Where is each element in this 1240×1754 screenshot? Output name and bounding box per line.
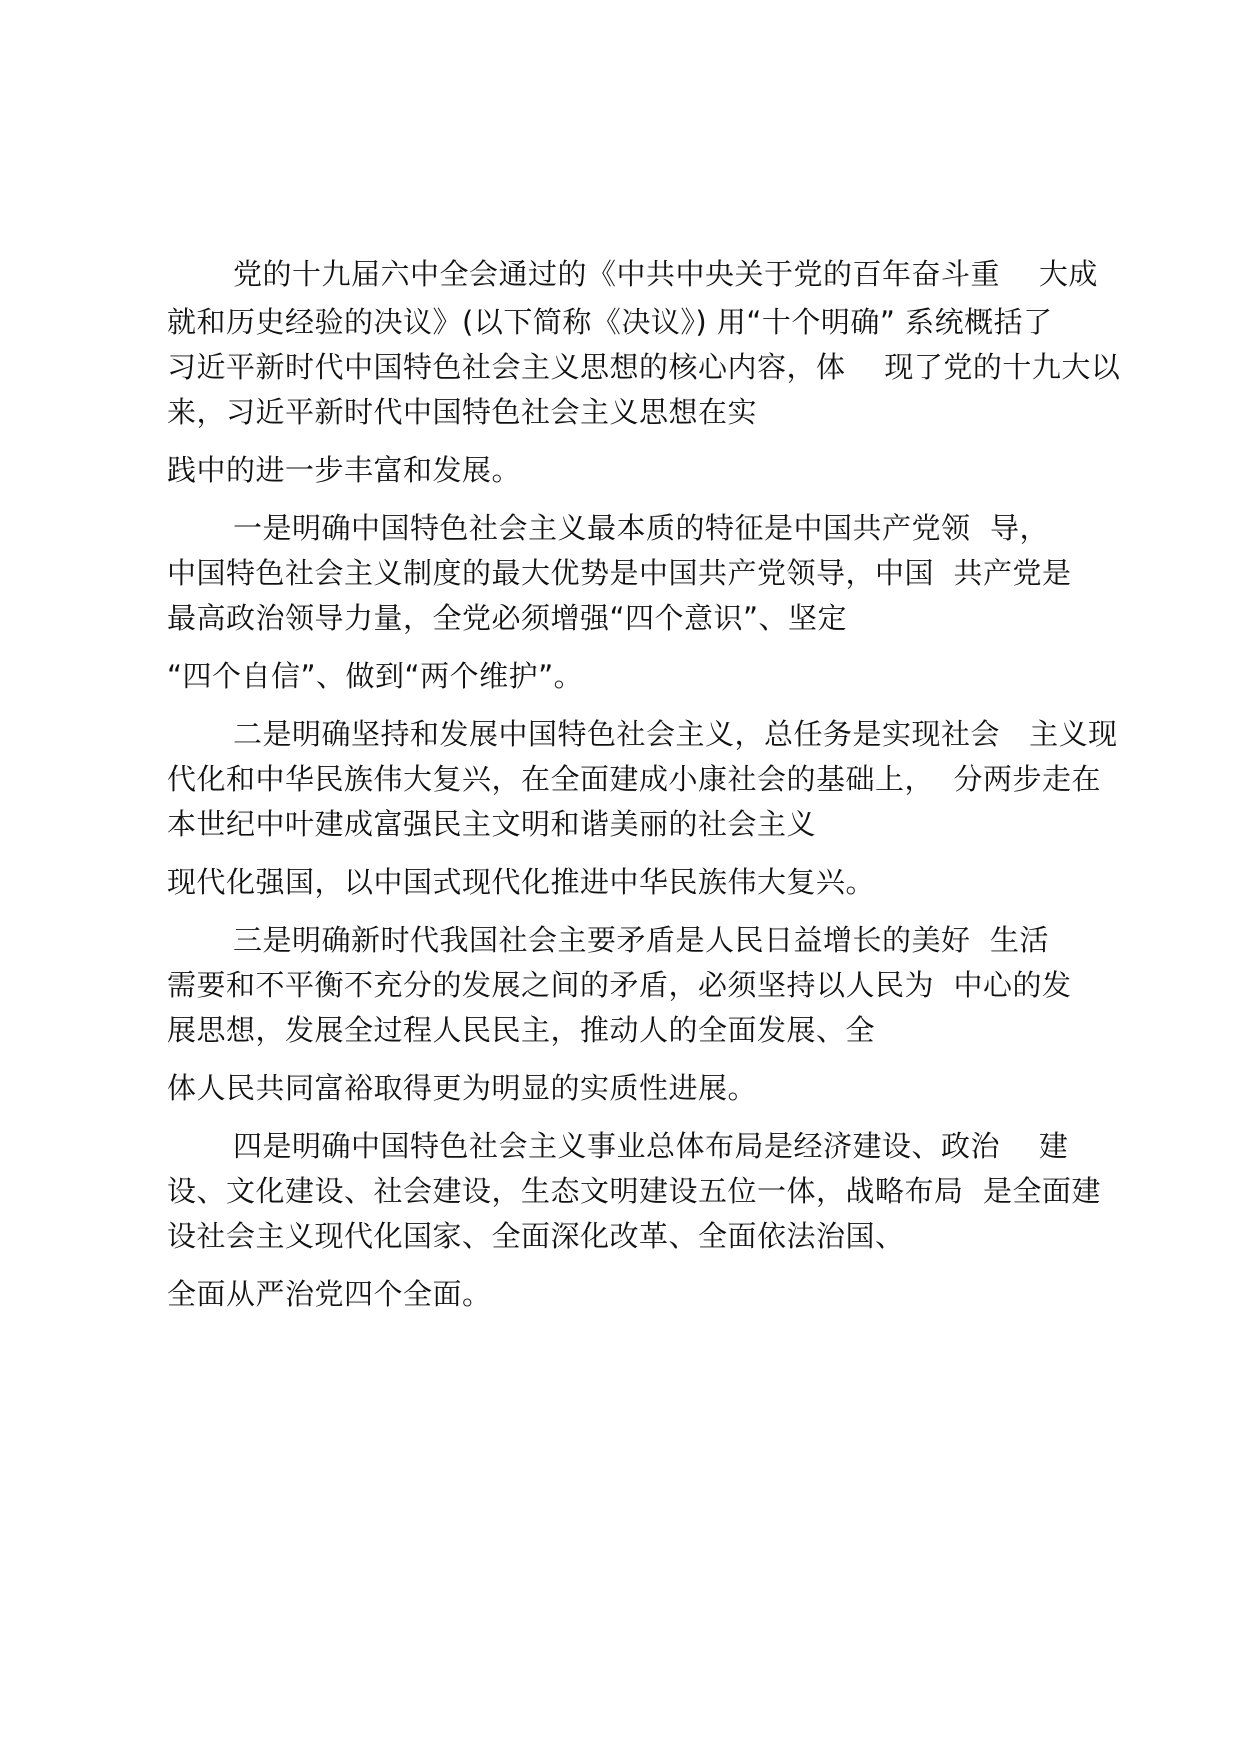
- paragraph-line: 党的十九届六中全会通过的《中共中央关于党的百年奋斗重 大成: [233, 257, 1098, 291]
- paragraph-line: 展思想，发展全过程人民民主，推动人的全面发展、全: [167, 1013, 876, 1047]
- paragraph-line: 本世纪中叶建成富强民主文明和谐美丽的社会主义: [167, 807, 817, 841]
- paragraph-line: 四是明确中国特色社会主义事业总体布局是经济建设、政治 建: [233, 1129, 1069, 1163]
- paragraph-line: 设社会主义现代化国家、全面深化改革、全面依法治国、: [167, 1219, 905, 1253]
- paragraph-line: 设、文化建设、社会建设，生态文明建设五位一体，战略布局 是全面建: [167, 1174, 1101, 1208]
- paragraph-line: 中国特色社会主义制度的最大优势是中国共产党领导，中国 共产党是: [167, 556, 1072, 590]
- paragraph-line: 践中的进一步丰富和发展。: [167, 453, 522, 487]
- paragraph-line: 体人民共同富裕取得更为明显的实质性进展。: [167, 1071, 758, 1105]
- paragraph-line: 来，习近平新时代中国特色社会主义思想在实: [167, 395, 758, 429]
- paragraph-line: “四个自信”、做到“两个维护”。: [167, 659, 584, 693]
- paragraph-line: 最高政治领导力量，全党必须增强“四个意识”、坚定: [167, 601, 848, 635]
- paragraph-line: 习近平新时代中国特色社会主义思想的核心内容，体 现了党的十九大以: [167, 350, 1121, 384]
- paragraph-line: 现代化强国，以中国式现代化推进中华民族伟大复兴。: [167, 865, 876, 899]
- paragraph-line: 就和历史经验的决议》(以下简称《决议》) 用“十个明确” 系统概括了: [167, 305, 1053, 339]
- paragraph-line: 三是明确新时代我国社会主要矛盾是人民日益增长的美好 生活: [233, 923, 1049, 957]
- paragraph-line: 全面从严治党四个全面。: [167, 1277, 492, 1311]
- paragraph-line: 二是明确坚持和发展中国特色社会主义，总任务是实现社会 主义现: [233, 717, 1118, 751]
- paragraph-line: 代化和中华民族伟大复兴，在全面建成小康社会的基础上， 分两步走在: [167, 762, 1101, 796]
- paragraph-line: 一是明确中国特色社会主义最本质的特征是中国共产党领 导，: [233, 511, 1049, 545]
- paragraph-line: 需要和不平衡不充分的发展之间的矛盾，必须坚持以人民为 中心的发: [167, 968, 1072, 1002]
